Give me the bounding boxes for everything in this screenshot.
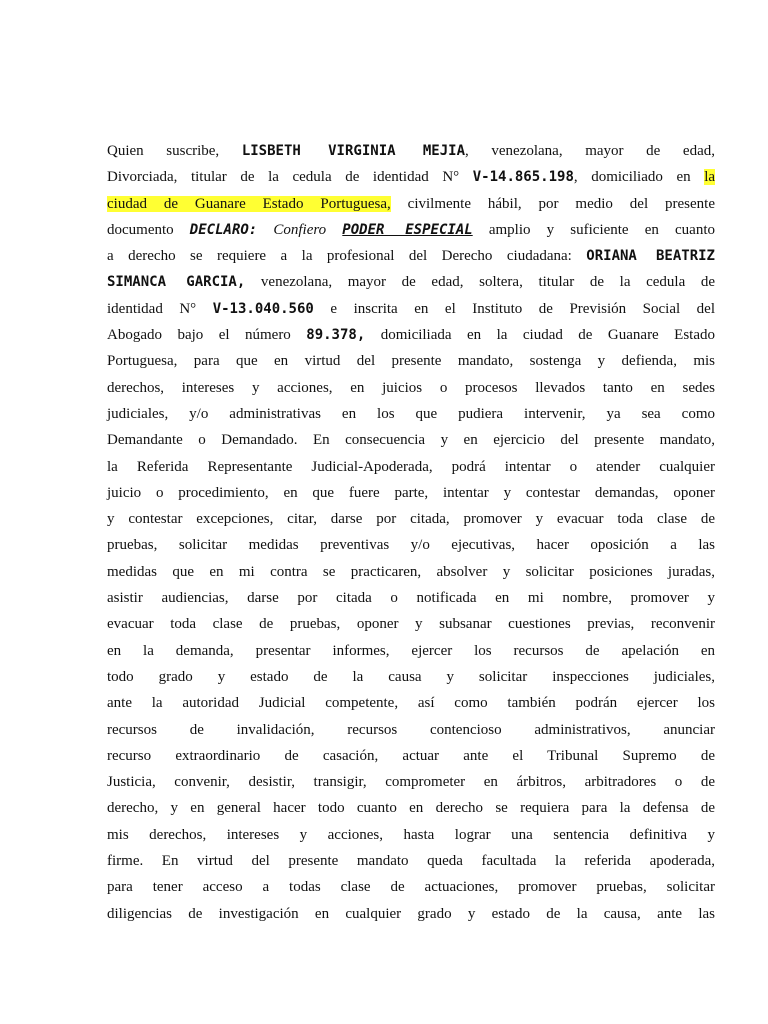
text-line: y contestar excepciones, citar, darse por citada, promover y evacuar toda clase de [107,511,715,528]
text-line [107,220,715,246]
text-run: amplio y suficiente en cuanto [472,221,716,238]
text-line [107,167,715,193]
text-line: recurso extraordinario de casación, actuar ante el Tribunal Supremo de [107,747,715,764]
attorney-surname: SIMANCA GARCIA, [107,274,246,291]
attorney-name: ORIANA BEATRIZ [586,248,715,265]
text-line [107,299,715,325]
text-line [107,246,715,272]
grantor-id-number: V-14.865.198 [472,169,574,186]
text-line [107,141,715,167]
grantor-name: LISBETH VIRGINIA MEJIA [241,143,465,159]
text-line: Justicia, convenir, desistir, transigir, comprometer en árbitros, arbitradores o de [107,774,715,791]
text-line: recursos de invalidación, recursos contencioso administrativos, anunciar [107,721,715,738]
text-run: Divorciada, titular de la cedula de identidad N° [107,169,473,186]
text-run: e inscrita en el Instituto de Previsión Social del [313,300,716,317]
text-run: Abogado bajo el número [107,327,307,344]
highlighted-text: ciudad de Guanare Estado Portuguesa, [107,195,391,212]
text-line: todo grado y estado de la causa y solicitar inspecciones judiciales, [107,668,715,685]
text-line: la Referida Representante Judicial-Apoderada, podrá intentar o atender cualquier [107,458,715,475]
text-line [107,272,715,298]
text-run: , venezolana, mayor de edad, [465,143,715,159]
text-line: derecho, y en general hacer todo cuanto en derecho se requiera para la defensa de [107,800,715,817]
text-line: para tener acceso a todas clase de actuaciones, promover pruebas, solicitar [107,879,715,896]
text-run: civilmente hábil, por medio del presente [390,195,715,212]
text-line: Demandante o Demandado. En consecuencia y en ejercicio del presente mandato, [107,432,715,449]
text-line: juicio o procedimiento, en que fuere parte, intentar y contestar demandas, oponer [107,484,715,501]
text-line: evacuar toda clase de pruebas, oponer y subsanar cuestiones previas, reconvenir [107,616,715,633]
text-line: medidas que en mi contra se practicaren, absolver y solicitar posiciones juradas, [107,563,715,580]
text-line: diligencias de investigación en cualquier grado y estado de la causa, ante las [107,905,715,922]
declaration-keyword: DECLARO: [189,221,258,238]
text-line: ante la autoridad Judicial competente, así como también podrán ejercer los [107,695,715,712]
text-run-italic: Confiero [257,221,343,238]
text-run: venezolana, mayor de edad, soltera, titular de la cedula de [245,274,715,291]
bar-registration-number: 89.378, [306,327,366,344]
text-run: identidad N° [107,300,213,317]
text-run: , domiciliado en [573,169,705,186]
highlighted-text: la [704,169,716,186]
text-run: Quien suscribe, [107,143,242,159]
text-line: Portuguesa, para que en virtud del presente mandato, sostenga y defienda, mis [107,353,715,370]
text-line [107,325,715,351]
text-line: asistir audiencias, darse por citada o notificada en mi nombre, promover y [107,590,715,607]
text-line: pruebas, solicitar medidas preventivas y/o ejecutivas, hacer oposición a las [107,537,715,554]
text-line: en la demanda, presentar informes, ejercer los recursos de apelación en [107,642,715,659]
power-type-heading: PODER ESPECIAL [342,221,473,238]
text-run: domiciliada en la ciudad de Guanare Estado [365,327,715,344]
attorney-id-number: V-13.040.560 [212,300,314,317]
text-run: a derecho se requiere a la profesional del Derecho ciudadana: [107,248,587,265]
text-line: mis derechos, intereses y acciones, hasta lograr una sentencia definitiva y [107,826,715,843]
text-line [107,194,715,220]
text-run: documento [107,221,190,238]
text-line: derechos, intereses y acciones, en juicios o procesos llevados tanto en sedes [107,379,715,396]
document-body [107,141,715,930]
text-line: judiciales, y/o administrativas en los que pudiera intervenir, ya sea como [107,405,715,422]
text-line: firme. En virtud del presente mandato queda facultada la referida apoderada, [107,853,715,870]
